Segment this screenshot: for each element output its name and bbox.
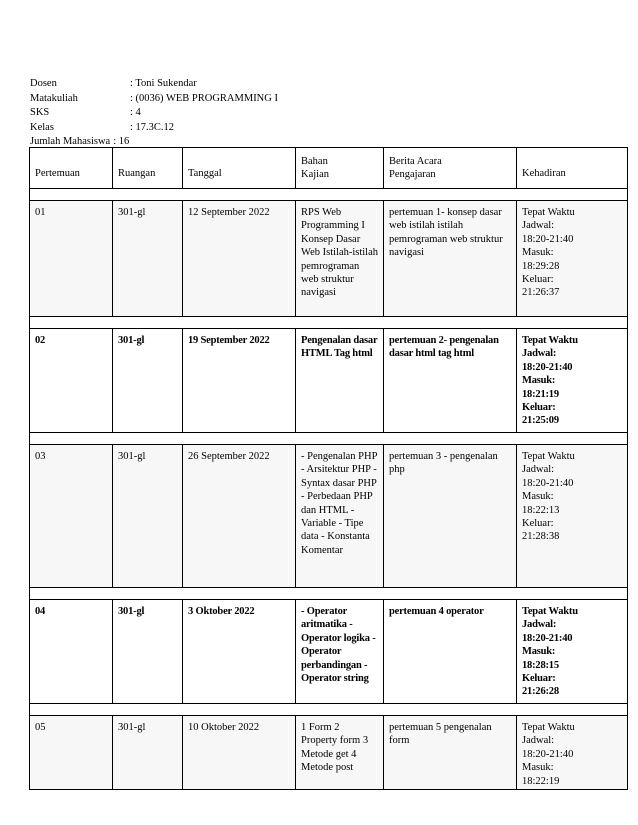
table-row — [30, 600, 628, 704]
cell-pertemuan: 03 — [30, 445, 113, 588]
kehadiran-status: Tepat Waktu — [522, 606, 578, 617]
kehadiran-keluar-label: Keluar: — [522, 518, 554, 530]
info-matakuliah — [30, 92, 278, 107]
kehadiran-keluar-label: Keluar: — [522, 673, 556, 685]
info-value: : 4 — [130, 107, 141, 118]
cell-berita: pertemuan 3 - pengenalan php — [384, 445, 517, 588]
cell-ruangan: 301-gl — [113, 600, 183, 704]
kehadiran-jadwal: 18:20-21:40 — [522, 748, 574, 760]
cell-kehadiran — [517, 329, 628, 433]
kehadiran-masuk: 18:28:15 — [522, 659, 559, 671]
cell-tanggal: 12 September 2022 — [183, 201, 296, 317]
attendance-table — [29, 147, 628, 790]
cell-ruangan: 301-gl — [113, 201, 183, 317]
kehadiran-jadwal-label: Jadwal: — [522, 619, 557, 631]
cell-berita: pertemuan 1- konsep dasar web istilah istilah pemrograman web struktur navigasi — [384, 201, 517, 317]
kehadiran-masuk-label: Masuk: — [522, 646, 556, 658]
header-line: Bahan — [301, 155, 328, 167]
info-value: : 17.3C.12 — [130, 121, 175, 133]
kehadiran-jadwal-label: Jadwal: — [522, 220, 555, 232]
kehadiran-masuk-label: Masuk: — [522, 375, 556, 387]
cell-pertemuan: 01 — [30, 201, 113, 317]
cell-kehadiran — [517, 445, 628, 588]
info-label: Kelas — [30, 121, 54, 133]
cell-tanggal: 10 Oktober 2022 — [183, 716, 296, 790]
kehadiran-status: Tepat Waktu — [522, 722, 575, 733]
cell-bahan: Pengenalan dasar HTML Tag html — [296, 329, 384, 433]
cell-tanggal: 19 September 2022 — [183, 329, 296, 433]
info-label: Dosen — [30, 78, 57, 89]
kehadiran-status: Tepat Waktu — [522, 451, 575, 462]
info-kelas — [30, 121, 278, 136]
info-dosen — [30, 77, 278, 92]
cell-kehadiran — [517, 201, 628, 317]
table-row — [30, 201, 628, 317]
header-ruangan: Ruangan — [113, 148, 183, 189]
cell-ruangan: 301-gl — [113, 329, 183, 433]
cell-bahan: - Operator aritmatika - Operator logika - Operator perbandingan - Operator string — [296, 600, 384, 704]
cell-berita: pertemuan 4 operator — [384, 600, 517, 704]
header-bahan-kajian — [296, 148, 384, 189]
kehadiran-keluar-label: Keluar: — [522, 402, 556, 414]
kehadiran-masuk: 18:21:19 — [522, 388, 559, 400]
cell-tanggal: 3 Oktober 2022 — [183, 600, 296, 704]
kehadiran-masuk-label: Masuk: — [522, 247, 554, 259]
kehadiran-jadwal-label: Jadwal: — [522, 348, 557, 360]
cell-ruangan: 301-gl — [113, 716, 183, 790]
cell-ruangan: 301-gl — [113, 445, 183, 588]
cell-pertemuan: 04 — [30, 600, 113, 704]
kehadiran-keluar-label: Keluar: — [522, 274, 554, 286]
cell-berita: pertemuan 5 pengenalan form — [384, 716, 517, 790]
kehadiran-keluar: 21:26:37 — [522, 287, 560, 299]
kehadiran-masuk: 18:22:19 — [522, 775, 560, 787]
kehadiran-masuk: 18:29:28 — [522, 260, 560, 272]
kehadiran-jadwal: 18:20-21:40 — [522, 477, 574, 489]
header-berita-acara — [384, 148, 517, 189]
kehadiran-masuk: 18:22:13 — [522, 504, 560, 516]
kehadiran-jadwal-label: Jadwal: — [522, 735, 555, 747]
kehadiran-jadwal-label: Jadwal: — [522, 464, 555, 476]
kehadiran-masuk-label: Masuk: — [522, 491, 554, 503]
kehadiran-keluar: 21:28:38 — [522, 531, 560, 543]
table-row — [30, 445, 628, 588]
header-pertemuan: Pertemuan — [30, 148, 113, 189]
kehadiran-jadwal: 18:20-21:40 — [522, 361, 573, 373]
info-label: Jumlah Mahasiswa — [30, 136, 111, 147]
kehadiran-jadwal: 18:20-21:40 — [522, 233, 574, 245]
info-value: : (0036) WEB PROGRAMMING I — [130, 92, 278, 104]
cell-kehadiran — [517, 716, 628, 790]
cell-bahan: 1 Form 2 Property form 3 Metode get 4 Metode post — [296, 716, 384, 790]
info-label: Matakuliah — [30, 92, 78, 104]
kehadiran-jadwal: 18:20-21:40 — [522, 632, 573, 644]
info-value: : Toni Sukendar — [130, 78, 197, 89]
table-row — [30, 716, 628, 790]
table-header-row — [30, 148, 628, 189]
cell-bahan: - Pengenalan PHP - Arsitektur PHP - Syntax dasar PHP - Perbedaan PHP dan HTML - Variable - Tipe data - Konstanta Komentar — [296, 445, 384, 588]
info-label: SKS — [30, 107, 50, 118]
header-line: Berita Acara — [389, 155, 442, 167]
header-line: Pengajaran — [389, 169, 436, 180]
kehadiran-keluar: 21:26:28 — [522, 686, 559, 698]
header-tanggal: Tanggal — [183, 148, 296, 189]
cell-kehadiran — [517, 600, 628, 704]
table-row — [30, 329, 628, 433]
header-line: Kajian — [301, 169, 329, 180]
cell-tanggal: 26 September 2022 — [183, 445, 296, 588]
kehadiran-status: Tepat Waktu — [522, 335, 578, 346]
header-kehadiran: Kehadiran — [517, 148, 628, 189]
cell-pertemuan: 02 — [30, 329, 113, 433]
kehadiran-status: Tepat Waktu — [522, 207, 575, 218]
kehadiran-keluar: 21:25:09 — [522, 415, 559, 427]
course-info — [30, 77, 278, 150]
kehadiran-masuk-label: Masuk: — [522, 762, 554, 774]
cell-bahan: RPS Web Programming I Konsep Dasar Web Istilah-istilah pemrograman web struktur navigasi — [296, 201, 384, 317]
cell-pertemuan: 05 — [30, 716, 113, 790]
info-value: : 16 — [113, 136, 130, 147]
info-sks — [30, 106, 278, 121]
cell-berita: pertemuan 2- pengenalan dasar html tag html — [384, 329, 517, 433]
